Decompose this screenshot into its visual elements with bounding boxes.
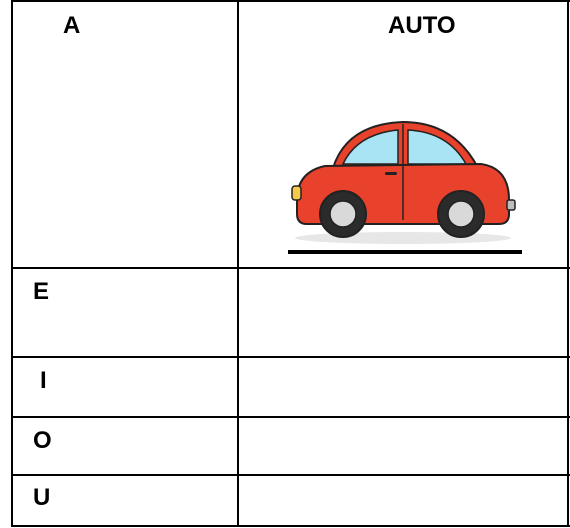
vowel-label-i: I bbox=[40, 367, 47, 394]
vowel-label-o: O bbox=[33, 427, 52, 454]
table-row-divider bbox=[11, 416, 570, 418]
word-cell-o bbox=[250, 429, 550, 469]
word-label-auto: AUTO bbox=[388, 12, 456, 39]
car-door-handle bbox=[385, 172, 397, 175]
car-headlight bbox=[292, 186, 301, 200]
vowel-label-u: U bbox=[33, 484, 51, 511]
vowel-label-a: A bbox=[63, 12, 81, 39]
table-row-divider bbox=[11, 356, 570, 358]
word-cell-e bbox=[250, 280, 550, 340]
car-taillight bbox=[507, 200, 515, 210]
table-border-right bbox=[567, 0, 569, 527]
table-column-divider bbox=[237, 0, 239, 527]
table-border-left bbox=[11, 0, 13, 527]
vowel-label-e: E bbox=[33, 278, 50, 305]
car-hubcap-rear bbox=[448, 201, 474, 227]
table-row-divider bbox=[11, 474, 570, 476]
table-border-bottom bbox=[11, 525, 570, 527]
word-cell-i bbox=[250, 369, 550, 409]
table-border-top bbox=[11, 0, 570, 2]
ground-line bbox=[288, 250, 522, 254]
car-shadow bbox=[295, 232, 511, 244]
car-hubcap-front bbox=[330, 201, 356, 227]
table-row-divider bbox=[11, 267, 570, 269]
car-illustration bbox=[285, 110, 525, 260]
word-cell-u bbox=[250, 486, 550, 522]
